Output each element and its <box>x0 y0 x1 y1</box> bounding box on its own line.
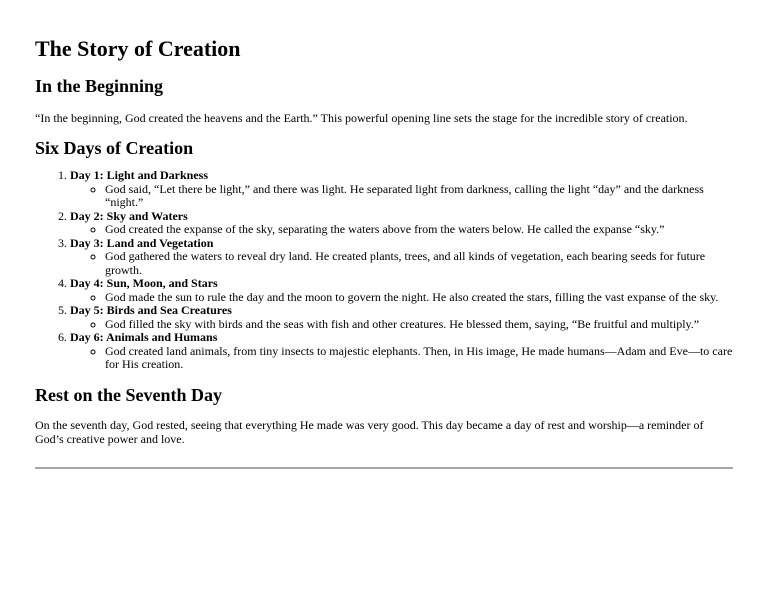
section-heading-beginning: In the Beginning <box>35 76 164 96</box>
section-heading-rest: Rest on the Seventh Day <box>35 384 222 405</box>
day-description-list <box>70 183 733 210</box>
days-list <box>35 169 733 372</box>
section-heading-six-days: Six Days of Creation <box>35 138 194 158</box>
day-description-list <box>70 318 733 332</box>
day-description: ◦ God created the expanse of the sky, separating the waters above from the waters below. He called the expanse “sky.” <box>105 223 733 237</box>
day-title: Day 3: Land and Vegetation <box>70 235 214 250</box>
day-description: ◦ God gathered the waters to reveal dry land. He created plants, trees, and all kinds of vegetation, each bearing seeds for future growth. <box>105 250 733 277</box>
page-title: The Story of Creation <box>35 36 241 61</box>
day-item-1 <box>70 169 733 210</box>
day-description: ◦ God said, “Let there be light,” and there was light. He separated light from darkness, calling the light “day” and the darkness “night.” <box>105 183 733 210</box>
day-title: Day 5: Birds and Sea Creatures <box>70 303 232 317</box>
day-description: ◦ God created land animals, from tiny insects to majestic elephants. Then, in His image, He made humans—Adam and Eve—to care for His creation. <box>105 345 733 372</box>
day-title: Day 1: Light and Darkness <box>70 168 209 182</box>
day-title: Day 4: Sun, Moon, and Stars <box>70 276 218 290</box>
day-item-6 <box>70 331 733 372</box>
day-title: Day 2: Sky and Waters <box>70 208 188 223</box>
day-title: Day 6: Animals and Humans <box>70 330 218 344</box>
day-item-2 <box>70 210 733 237</box>
rest-paragraph: On the seventh day, God rested, seeing that everything He made was very good. This day became a day of rest and worship—a reminder of God’s creative power and love. <box>35 417 704 446</box>
day-description-list <box>70 345 733 372</box>
day-item-5 <box>70 304 733 331</box>
beginning-paragraph: “In the beginning, God created the heavens and the Earth.” This powerful opening line sets the stage for the incredible story of creation. <box>35 111 688 125</box>
day-item-4 <box>70 277 733 304</box>
day-description-list <box>70 250 733 277</box>
horizontal-divider <box>35 467 733 469</box>
day-item-3 <box>70 237 733 278</box>
day-description-list <box>70 291 733 305</box>
day-description-list <box>70 223 733 237</box>
day-description: ◦ God filled the sky with birds and the seas with fish and other creatures. He blessed them, saying, “Be fruitful and multiply.” <box>105 318 733 332</box>
day-description: ◦ God made the sun to rule the day and the moon to govern the night. He also created the stars, filling the vast expanse of the sky. <box>105 291 733 305</box>
